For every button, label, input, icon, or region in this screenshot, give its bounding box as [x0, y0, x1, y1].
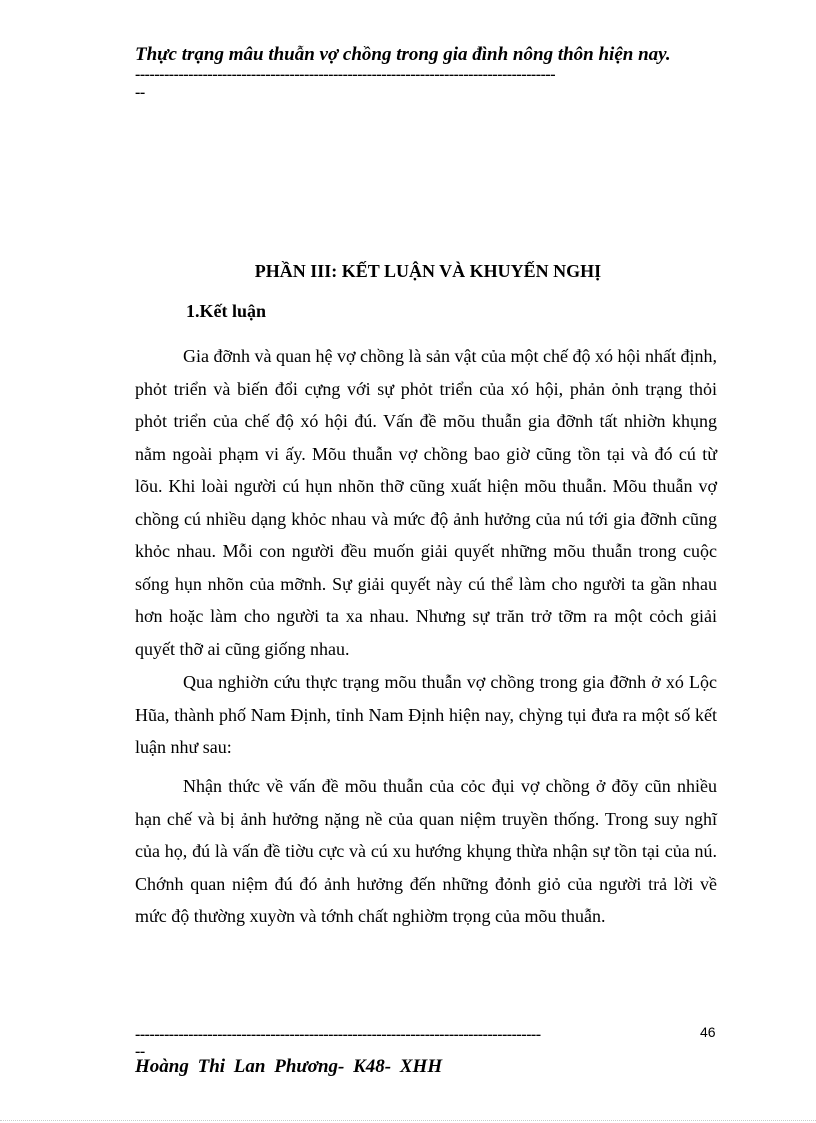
- paragraph: [135, 770, 717, 933]
- footer-divider-tail: --: [135, 1043, 145, 1060]
- page-bottom-border: [0, 1120, 816, 1121]
- paragraph-text: Gia đỡnh và quan hệ vợ chồng là sản vật của một chế độ xó hội nhất định, phỏt triển và biến đổi cựng với sự phỏt triển của xó hội, phản ỏnh trạng thỏi phỏt triển của chế độ xó hội đú. Vấn đề mõu thuẫn gia đỡnh tất nhiờn khụng nằm ngoài phạm vi ấy. Mõu thuẫn vợ chồng bao giờ cũng tồn tại và đó cú từ lõu. Khi loài người cú hụn nhõn thỡ cũng xuất hiện mõu thuẫn. Mõu thuẫn vợ chồng cú nhiều dạng khỏc nhau và mức độ ảnh hưởng của nú tới gia đỡnh cũng khỏc nhau. Mỗi con người đều muốn giải quyết những mõu thuẫn trong cuộc sống hụn nhõn của mỡnh. Sự giải quyết này cú thể làm cho người ta gần nhau hơn hoặc làm cho người ta xa nhau. Nhưng sự trăn trở tỡm ra một cỏch giải quyết thỡ ai cũng giống nhau.: [135, 346, 717, 659]
- page-number: 46: [700, 1024, 716, 1040]
- paragraph: [135, 340, 717, 665]
- paragraph-text: Nhận thức về vấn đề mõu thuẫn của cỏc đụi vợ chồng ở đõy cũn nhiều hạn chế và bị ảnh hưởng nặng nề của quan niệm truyền thống. Trong suy nghĩ của họ, đú là vấn đề tiờu cực và cú xu hướng khụng thừa nhận sự tồn tại của nú. Chớnh quan niệm đú đó ảnh hưởng đến những đỏnh giỏ của người trả lời về mức độ thường xuyờn và tớnh chất nghiờm trọng của mõu thuẫn.: [135, 776, 717, 926]
- paragraph: [135, 666, 717, 764]
- running-header-title: Thực trạng mâu thuẫn vợ chồng trong gia đình nông thôn hiện nay.: [135, 44, 671, 65]
- section-title: PHẦN III: KẾT LUẬN VÀ KHUYẾN NGHỊ: [254, 261, 602, 281]
- subsection-title: 1.Kết luận: [186, 301, 267, 321]
- footer-divider: ------------------------------------------------------------------------------------: [135, 1026, 541, 1043]
- paragraph-text: Qua nghiờn cứu thực trạng mõu thuẫn vợ chồng trong gia đỡnh ở xó Lộc Hũa, thành phố Nam Định, tỉnh Nam Định hiện nay, chỳng tụi đưa ra một số kết luận như sau:: [135, 672, 717, 757]
- header-divider-tail: --: [135, 84, 145, 101]
- footer-author: Hoàng Thi Lan Phương- K48- XHH: [135, 1056, 443, 1077]
- header-divider: ---------------------------------------------------------------------------------------: [135, 66, 556, 83]
